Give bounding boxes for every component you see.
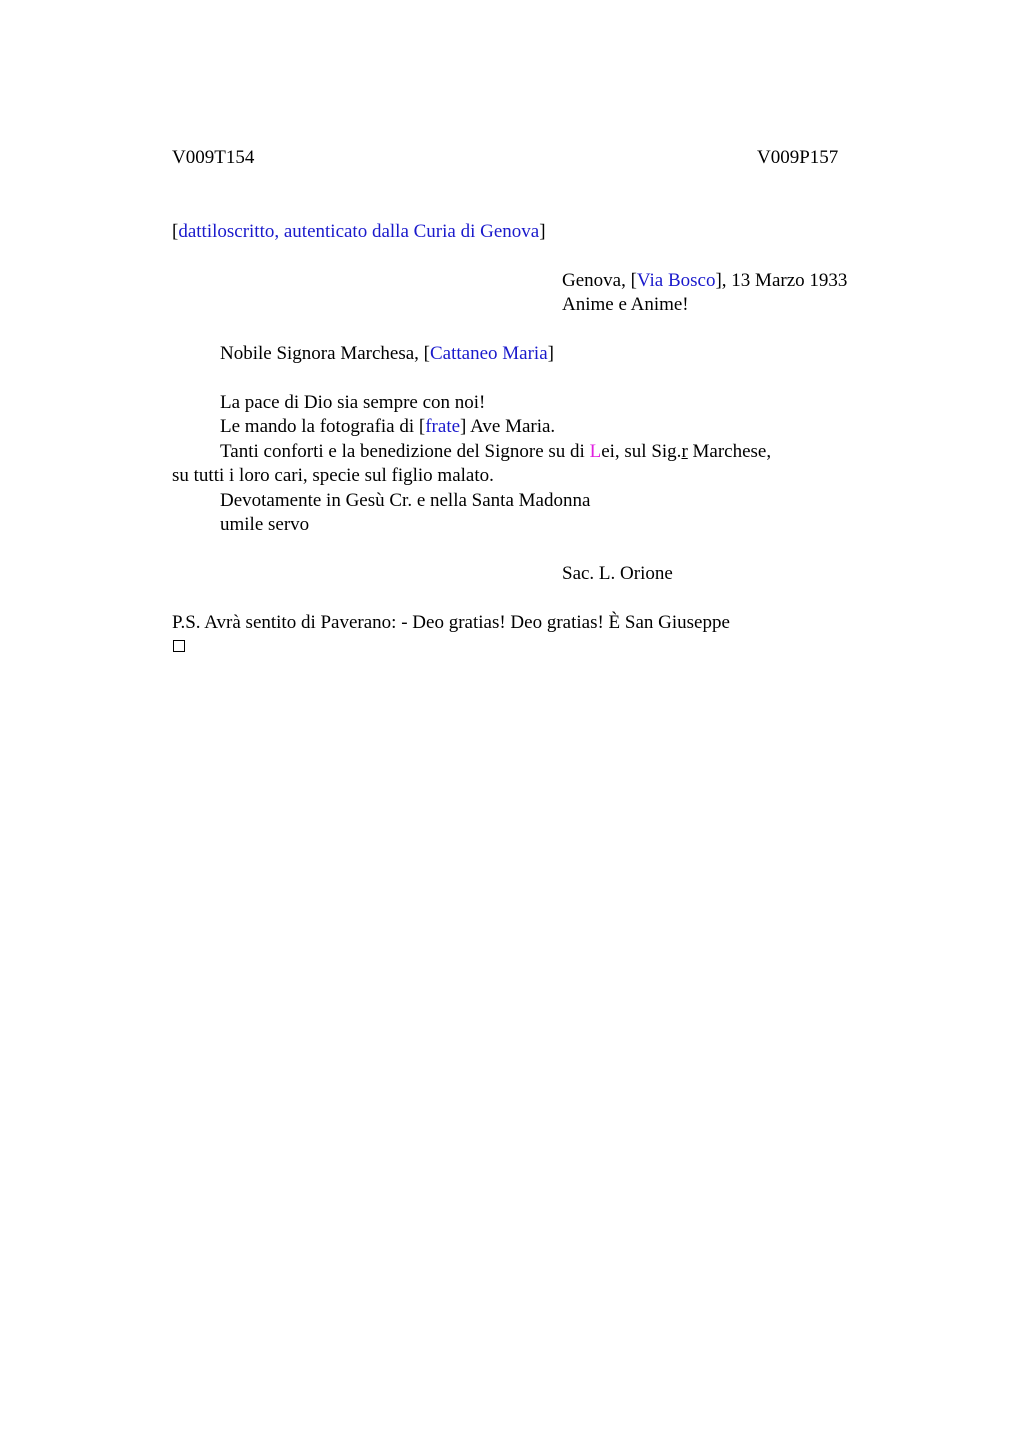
motto: Anime e Anime!	[562, 294, 689, 315]
body-line-3-a: Tanti conforti e la benedizione del Signore su di	[220, 441, 590, 462]
body-line-3-highlight-letter: L	[589, 441, 602, 462]
note-close-bracket: ]	[539, 221, 546, 242]
body-line-6: umile servo	[220, 514, 310, 535]
body-line-3-c: Marchese,	[687, 441, 772, 462]
body-line-2-editorial: frate	[425, 416, 461, 437]
signature: Sac. L. Orione	[562, 563, 673, 584]
document-code-left: V009T154	[172, 147, 255, 168]
note-open-bracket: [	[172, 221, 179, 242]
dateline-place: Via Bosco	[636, 270, 716, 291]
body-line-5: Devotamente in Gesù Cr. e nella Santa Madonna	[220, 490, 591, 511]
postscript: P.S. Avrà sentito di Paverano: - Deo gratias! Deo gratias! È San Giuseppe	[172, 612, 730, 633]
body-line-1: La pace di Dio sia sempre con noi!	[220, 392, 486, 413]
dateline-date: ], 13 Marzo 1933	[715, 270, 848, 291]
body-line-2-a: Le mando la fotografia di [	[220, 416, 426, 437]
salutation-text: Nobile Signora Marchesa, [	[220, 343, 430, 364]
body-line-2-c: ] Ave Maria.	[460, 416, 556, 437]
document-code-right: V009P157	[757, 147, 839, 168]
dateline-city: Genova, [	[562, 270, 637, 291]
body-line-3-superscript-r: r	[681, 441, 688, 462]
editorial-note	[172, 220, 546, 244]
salutation	[220, 342, 554, 366]
checkbox-square-icon	[173, 640, 185, 652]
body-line-4: su tutti i loro cari, specie sul figlio malato.	[172, 465, 494, 486]
dateline	[562, 269, 847, 293]
body-line-3	[220, 440, 771, 464]
note-text: dattiloscritto, autenticato dalla Curia di Genova	[178, 221, 540, 242]
body-line-3-b: ei, sul Sig.	[601, 441, 682, 462]
salutation-name: Cattaneo Maria	[430, 343, 548, 364]
salutation-close-bracket: ]	[547, 343, 554, 364]
body-line-2	[220, 415, 555, 439]
